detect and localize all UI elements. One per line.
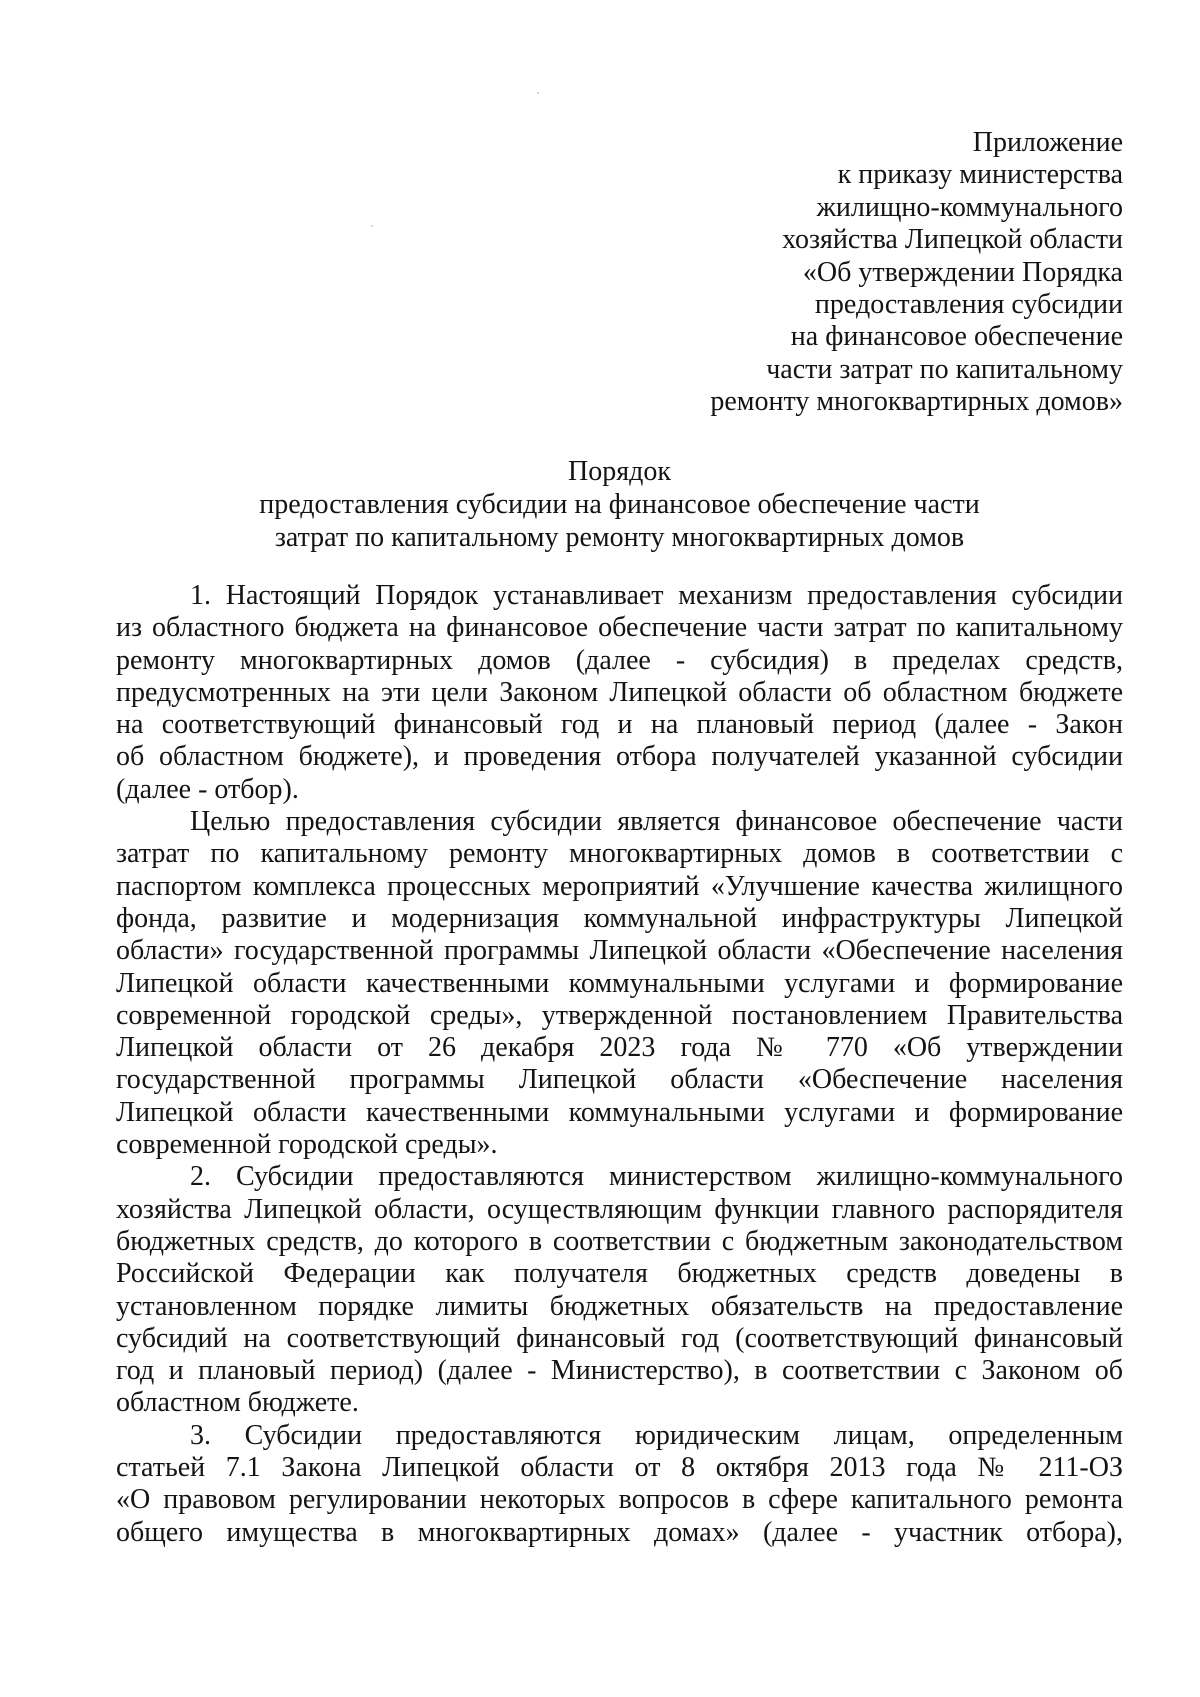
text-line: Целью предоставления субсидии является финансовое обеспечение части	[190, 806, 1123, 838]
text-line: 3. Субсидии предоставляются юридическим лицам, определенным	[190, 1419, 1123, 1451]
document-body	[116, 580, 1123, 1549]
appendix-line: части затрат по капитальному	[766, 353, 1123, 385]
appendix-line: жилищно-коммунального	[816, 191, 1123, 223]
text-line: паспортом комплекса процессных мероприятий «Улучшение качества жилищного	[116, 870, 1123, 902]
appendix-block	[563, 127, 1123, 419]
text-line: Липецкой области качественными коммунальными услугами и формирование	[116, 1096, 1123, 1128]
text-line: государственной программы Липецкой области «Обеспечение населения	[116, 1064, 1123, 1096]
text-line: (далее - отбор).	[116, 773, 299, 805]
title-line: затрат по капитальному ремонту многоквартирных домов	[274, 522, 965, 553]
appendix-line: «Об утверждении Порядка	[802, 256, 1123, 288]
text-line: год и плановый период) (далее - Министерство), в соответствии с Законом об	[116, 1355, 1123, 1387]
text-line: на соответствующий финансовый год и на плановый период (далее - Закон	[116, 709, 1123, 741]
text-line: областном бюджете.	[116, 1387, 359, 1419]
document-title	[116, 455, 1123, 554]
appendix-line: хозяйства Липецкой области	[782, 224, 1123, 256]
text-line: статьей 7.1 Закона Липецкой области от 8 октября 2013 года № 211-ОЗ	[116, 1452, 1123, 1484]
text-line: области» государственной программы Липецкой области «Обеспечение населения	[116, 935, 1123, 967]
text-line: предусмотренных на эти цели Законом Липецкой области об областном бюджете	[116, 676, 1123, 708]
text-line: фонда, развитие и модернизация коммунальной инфраструктуры Липецкой	[116, 902, 1123, 934]
text-line: из областного бюджета на финансовое обеспечение части затрат по капитальному	[116, 612, 1123, 644]
paragraph-4	[116, 1420, 1123, 1549]
appendix-line: к приказу министерства	[837, 159, 1123, 191]
text-line: 1. Настоящий Порядок устанавливает механизм предоставления субсидии	[190, 580, 1123, 611]
text-line: современной городской среды».	[116, 1129, 498, 1161]
text-line: затрат по капитальному ремонту многоквартирных домов в соответствии с	[116, 838, 1123, 870]
text-line: Российской Федерации как получателя бюджетных средств доведены в	[116, 1258, 1123, 1290]
text-line: субсидий на соответствующий финансовый год (соответствующий финансовый	[116, 1322, 1123, 1354]
paragraph-1	[116, 580, 1123, 806]
text-line: об областном бюджете), и проведения отбора получателей указанной субсидии	[116, 741, 1123, 773]
text-line: бюджетных средств, до которого в соответствии с бюджетным законодательством	[116, 1225, 1123, 1257]
appendix-line: предоставления субсидии	[814, 289, 1123, 321]
text-line: хозяйства Липецкой области, осуществляющим функции главного распорядителя	[116, 1193, 1123, 1225]
text-line: «О правовом регулировании некоторых вопросов в сфере капитального ремонта	[116, 1484, 1123, 1516]
title-heading: Порядок	[568, 456, 671, 487]
text-line: ремонту многоквартирных домов (далее - субсидия) в пределах средств,	[116, 644, 1123, 676]
paragraph-2	[116, 806, 1123, 1161]
text-line: установленном порядке лимиты бюджетных обязательств на предоставление	[116, 1290, 1123, 1322]
appendix-line: ремонту многоквартирных домов»	[710, 386, 1123, 418]
text-line: общего имущества в многоквартирных домах» (далее - участник отбора),	[116, 1516, 1123, 1548]
paragraph-3	[116, 1161, 1123, 1419]
title-line: предоставления субсидии на финансовое обеспечение части	[259, 489, 980, 520]
appendix-line: Приложение	[972, 127, 1123, 158]
text-line: Липецкой области от 26 декабря 2023 года № 770 «Об утверждении	[116, 1032, 1123, 1064]
text-line: Липецкой области качественными коммунальными услугами и формирование	[116, 967, 1123, 999]
text-line: современной городской среды», утвержденной постановлением Правительства	[116, 999, 1123, 1031]
text-line: 2. Субсидии предоставляются министерством жилищно-коммунального	[190, 1161, 1123, 1193]
appendix-line: на финансовое обеспечение	[790, 321, 1123, 353]
